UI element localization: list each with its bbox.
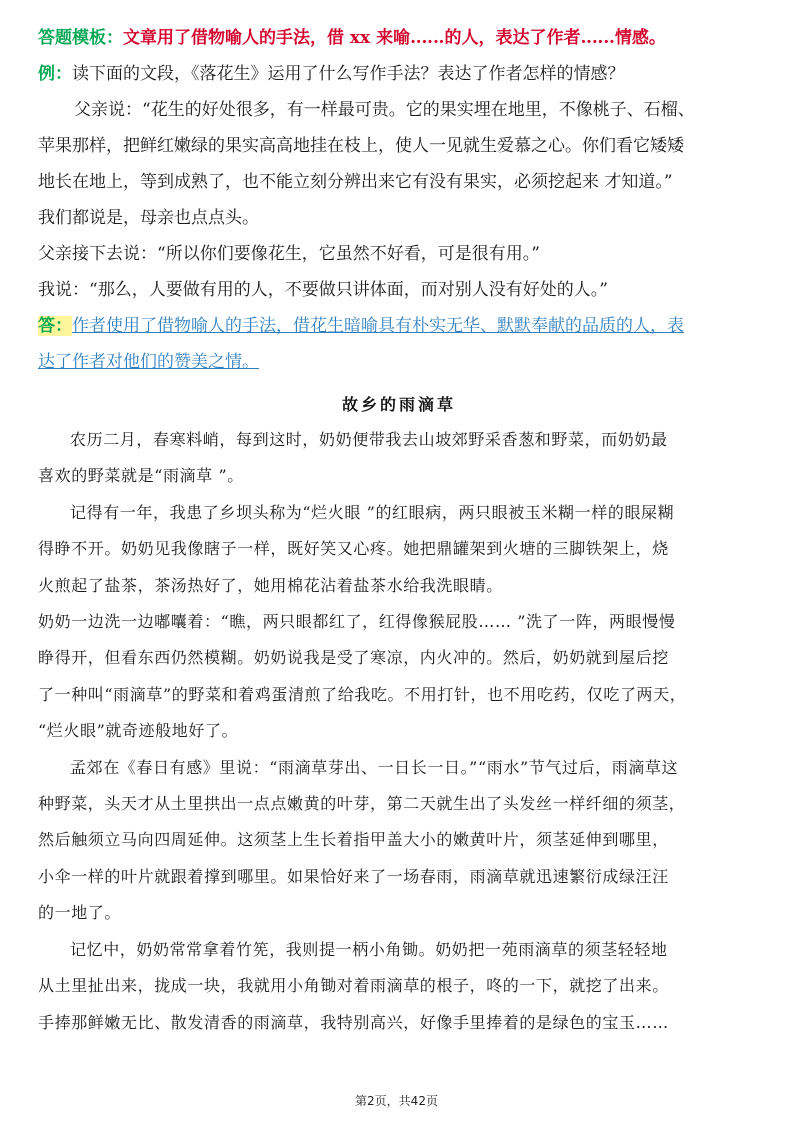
answer-template bbox=[38, 20, 760, 56]
story-line: “烂火眼”就奇迹般地好了。 bbox=[38, 721, 239, 741]
page-footer: 第2页，共42页 bbox=[355, 1094, 438, 1108]
template-text: 文章用了借物喻人的手法，借 xx 来喻‥‥‥的人，表达了作者‥‥‥情感。 bbox=[123, 28, 666, 48]
story-line: 孟郊在《春日有感》里说：“雨滴草芽出、一日长一日。”“雨水”节气过后，雨滴草这 bbox=[70, 757, 679, 777]
example-question bbox=[38, 56, 760, 92]
passage-line: 父亲说：“花生的好处很多，有一样最可贵。它的果实埋在地里，不像桃子、石榴、 bbox=[74, 100, 695, 120]
passage-line: 苹果那样，把鲜红嫩绿的果实高高地挂在枝上，使人一见就生爱慕之心。你们看它矮矮 bbox=[38, 136, 684, 156]
story-line: 手捧那鲜嫩无比、散发清香的雨滴草，我特别高兴，好像手里捧着的是绿色的宝玉…… bbox=[38, 1012, 669, 1032]
passage bbox=[38, 92, 760, 308]
answer-text-line2: 达了作者对他们的赞美之情。 bbox=[38, 352, 259, 372]
passage-line: 父亲接下去说：“所以你们要像花生，它虽然不好看，可是很有用。” bbox=[38, 244, 540, 264]
story-line: 记忆中，奶奶常常拿着竹筅，我则提一柄小角锄。奶奶把一苑雨滴草的须茎轻轻地 bbox=[70, 939, 668, 959]
document-page bbox=[38, 20, 760, 1041]
story-line: 记得有一年，我患了乡坝头称为“烂火眼 ”的红眼病，两只眼被玉米糊一样的眼屎糊 bbox=[70, 502, 675, 522]
answer-text-line1: 作者使用了借物喻人的手法，借花生暗喻具有朴实无华、默默奉献的品质的人，表 bbox=[72, 316, 684, 336]
story-line: 睁得开，但看东西仍然模糊。奶奶说我是受了寒凉，内火冲的。然后，奶奶就到屋后挖 bbox=[38, 648, 669, 668]
story-line: 得睁不开。奶奶见我像瞎子一样，既好笑又心疼。她把鼎罐架到火塘的三脚铁架上，烧 bbox=[38, 539, 669, 559]
passage-line: 地长在地上，等到成熟了，也不能立刻分辨出来它有没有果实，必须挖起来 才知道。” bbox=[38, 172, 673, 192]
passage-line: 我们都说是，母亲也点点头。 bbox=[38, 208, 259, 228]
story-line: 农历二月，春寒料峭，每到这时，奶奶便带我去山坡郊野采香葱和野菜，而奶奶最 bbox=[70, 430, 668, 449]
example-question-text: 读下面的文段，《落花生》运用了什么写作手法？表达了作者怎样的情感？ bbox=[72, 64, 625, 84]
story-line: 的一地了。 bbox=[38, 903, 122, 923]
story-line: 了一种叫“雨滴草”的野菜和着鸡蛋清煎了给我吃。不用打针，也不用吃药，仅吃了两天， bbox=[38, 684, 687, 704]
story-body bbox=[38, 422, 760, 1041]
story-line: 火煎起了盐茶，茶汤热好了，她用棉花沾着盐茶水给我洗眼睛。 bbox=[38, 575, 503, 595]
example-label: 例： bbox=[38, 64, 72, 84]
answer-label: 答： bbox=[38, 316, 72, 336]
story-line: 喜欢的野菜就是“雨滴草 ”。 bbox=[38, 466, 244, 486]
story-line: 从土里扯出来，拢成一块，我就用小角锄对着雨滴草的根子，咚的一下，就挖了出来。 bbox=[38, 976, 669, 996]
story-title: 故乡的雨滴草 bbox=[341, 395, 456, 414]
story-line: 种野菜，头天才从土里拱出一点点嫩黄的叶芽，第二天就生出了头发丝一样纤细的须茎， bbox=[38, 794, 686, 814]
passage-line: 我说：“那么，人要做有用的人，不要做只讲体面，而对别人没有好处的人。” bbox=[38, 280, 608, 300]
story-line: 小伞一样的叶片就跟着撑到哪里。如果恰好来了一场春雨，雨滴草就迅速繁衍成绿汪汪 bbox=[38, 866, 669, 886]
answer-block bbox=[38, 308, 760, 380]
story-line: 然后触须立马向四周延伸。这须茎上生长着指甲盖大小的嫩黄叶片，须茎延伸到哪里， bbox=[38, 830, 669, 850]
template-label: 答题模板： bbox=[38, 28, 123, 48]
story-line: 奶奶一边洗一边嘟囔着：“瞧，两只眼都红了，红得像猴屁股…… ”洗了一阵，两眼慢慢 bbox=[38, 612, 676, 632]
